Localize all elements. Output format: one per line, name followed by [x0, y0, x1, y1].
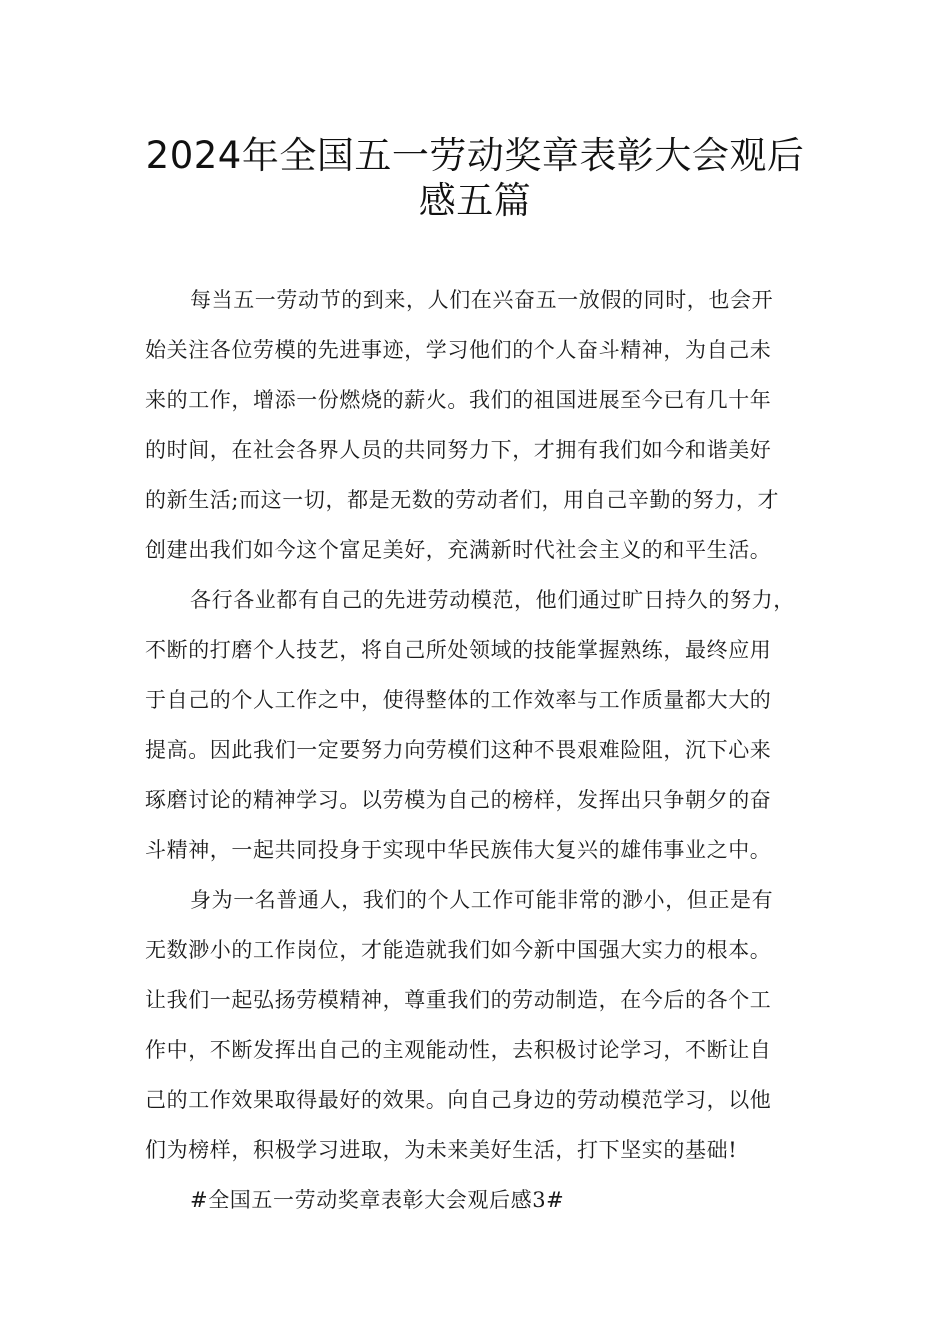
paragraph-1-line-6: 创建出我们如今这个富足美好，充满新时代社会主义的和平生活。: [145, 538, 772, 562]
paragraph-3-line-5: 己的工作效果取得最好的效果。向自己身边的劳动模范学习，以他: [145, 1088, 772, 1112]
document-title-line-1: 2024年全国五一劳动奖章表彰大会观后: [145, 134, 805, 177]
paragraph-1-line-4: 的时间，在社会各界人员的共同努力下，才拥有我们如今和谐美好: [145, 438, 772, 462]
paragraph-2-line-5: 琢磨讨论的精神学习。以劳模为自己的榜样，发挥出只争朝夕的奋: [145, 788, 772, 812]
section-heading: #全国五一劳动奖章表彰大会观后感3#: [190, 1188, 565, 1212]
paragraph-3-line-2: 无数渺小的工作岗位，才能造就我们如今新中国强大实力的根本。: [145, 938, 772, 962]
paragraph-1-line-3: 来的工作，增添一份燃烧的薪火。我们的祖国进展至今已有几十年: [145, 388, 772, 412]
document-title-line-2: 感五篇: [418, 179, 532, 222]
paragraph-2-line-1: 各行各业都有自己的先进劳动模范，他们通过旷日持久的努力，: [190, 588, 795, 612]
paragraph-3-line-3: 让我们一起弘扬劳模精神，尊重我们的劳动制造，在今后的各个工: [145, 988, 772, 1012]
paragraph-2-line-4: 提高。因此我们一定要努力向劳模们这种不畏艰难险阻，沉下心来: [145, 738, 772, 762]
paragraph-1-line-2: 始关注各位劳模的先进事迹，学习他们的个人奋斗精神，为自己未: [145, 338, 772, 362]
paragraph-3-line-6: 们为榜样，积极学习进取，为未来美好生活，打下坚实的基础!: [145, 1138, 738, 1162]
paragraph-2-line-6: 斗精神，一起共同投身于实现中华民族伟大复兴的雄伟事业之中。: [145, 838, 772, 862]
paragraph-3-line-1: 身为一名普通人，我们的个人工作可能非常的渺小，但正是有: [190, 888, 774, 912]
paragraph-1-line-5: 的新生活;而这一切，都是无数的劳动者们，用自己辛勤的努力，才: [145, 488, 780, 512]
paragraph-2-line-3: 于自己的个人工作之中，使得整体的工作效率与工作质量都大大的: [145, 688, 772, 712]
paragraph-1-line-1: 每当五一劳动节的到来，人们在兴奋五一放假的同时，也会开: [190, 288, 774, 312]
paragraph-3-line-4: 作中，不断发挥出自己的主观能动性，去积极讨论学习，不断让自: [145, 1038, 772, 1062]
paragraph-2-line-2: 不断的打磨个人技艺，将自己所处领域的技能掌握熟练，最终应用: [145, 638, 772, 662]
